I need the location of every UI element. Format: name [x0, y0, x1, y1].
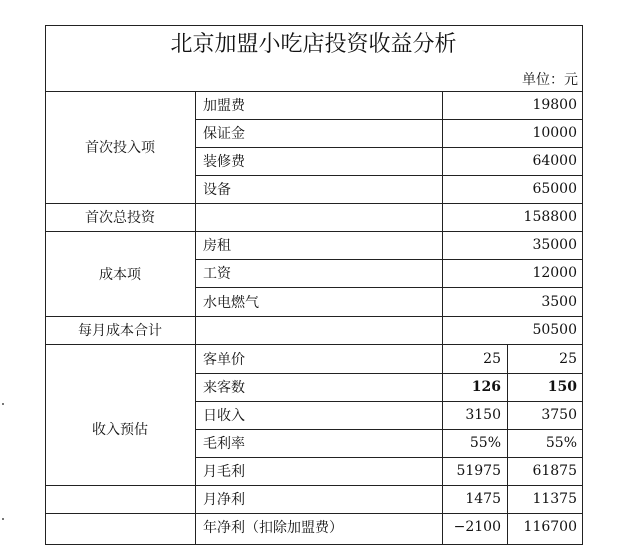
monthly-gross-profit-label: 月毛利 [203, 464, 245, 480]
monthly-gross-profit-value-1: 51975 [456, 463, 501, 479]
annual-net-profit-label: 年净利（扣除加盟费） [203, 520, 343, 536]
customer-count-label: 来客数 [203, 380, 245, 396]
income-estimate-label: 收入预估 [92, 421, 148, 438]
franchise-fee-label: 加盟费 [203, 98, 245, 114]
monthly-net-profit-value-1: 1475 [465, 491, 501, 507]
first-total-value: 158800 [523, 209, 577, 225]
monthly-cost-total-value: 50500 [532, 322, 577, 338]
decoration-fee-value: 64000 [532, 153, 577, 169]
avg-ticket-value-1: 25 [483, 350, 501, 367]
monthly-net-profit-label: 月净利 [203, 492, 245, 508]
equipment-label: 设备 [203, 182, 231, 198]
cost-items-label: 成本项 [99, 266, 141, 283]
annual-net-profit-value-2: 116700 [523, 519, 577, 535]
edge-mark [2, 403, 4, 405]
daily-income-value-1: 3150 [465, 407, 501, 423]
avg-ticket-value-2: 25 [559, 350, 577, 367]
wages-label: 工资 [203, 266, 231, 282]
rent-label: 房租 [203, 238, 231, 254]
franchise-fee-value: 19800 [532, 97, 577, 113]
customer-count-value-1: 126 [471, 379, 501, 395]
first-investment-label: 首次投入项 [85, 140, 155, 156]
daily-income-label: 日收入 [203, 408, 245, 424]
deposit-label: 保证金 [203, 126, 245, 142]
unit-label: 单位：元 [522, 72, 578, 88]
customer-count-value-2: 150 [547, 379, 577, 395]
utilities-label: 水电燃气 [203, 294, 259, 311]
monthly-gross-profit-value-2: 61875 [532, 463, 577, 479]
first-total-label: 首次总投资 [85, 210, 155, 226]
decoration-fee-label: 装修费 [203, 154, 245, 170]
table-title: 北京加盟小吃店投资收益分析 [170, 32, 457, 57]
daily-income-value-2: 3750 [541, 407, 577, 423]
gross-margin-value-1: 55% [469, 435, 501, 451]
deposit-value: 10000 [532, 125, 577, 141]
edge-mark [2, 518, 4, 520]
rent-value: 35000 [532, 237, 577, 253]
gross-margin-label: 毛利率 [203, 436, 245, 452]
avg-ticket-label: 客单价 [203, 351, 245, 368]
monthly-cost-total-label: 每月成本合计 [78, 323, 162, 339]
wages-value: 12000 [532, 265, 577, 281]
monthly-net-profit-value-2: 11375 [532, 491, 577, 507]
equipment-value: 65000 [532, 181, 577, 197]
annual-net-profit-value-1: −2100 [453, 519, 501, 535]
gross-margin-value-2: 55% [545, 435, 577, 451]
utilities-value: 3500 [541, 293, 577, 310]
